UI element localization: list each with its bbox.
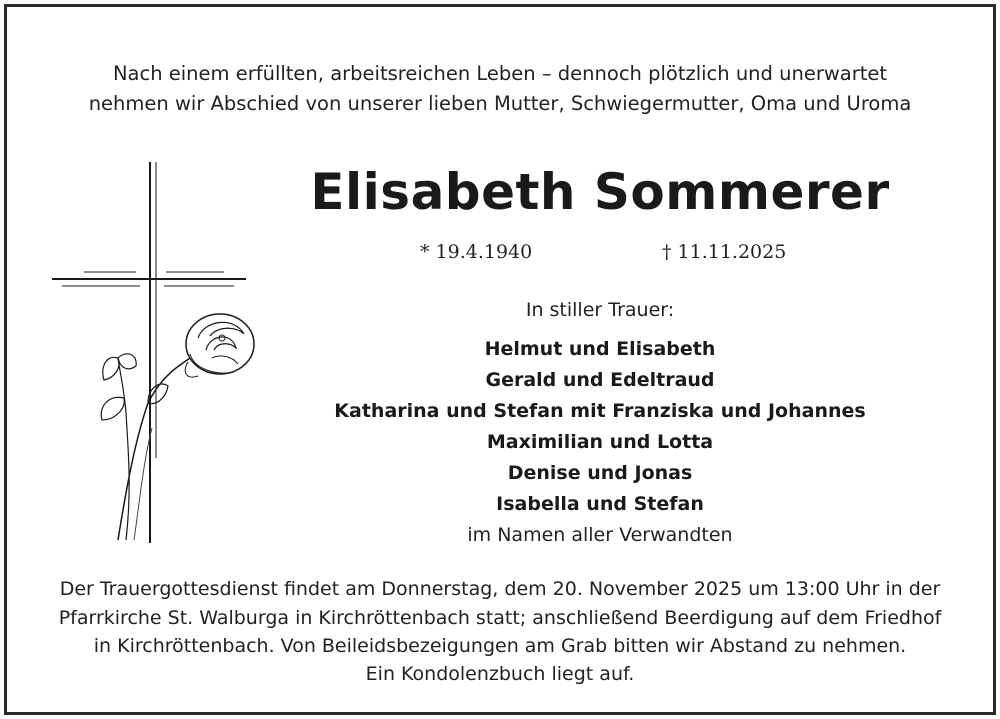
intro-line-1: Nach einem erfüllten, arbeitsreichen Leben – dennoch plötzlich und unerwartet (112, 62, 888, 85)
mourners-list (300, 334, 900, 520)
service-line-1: Der Trauergottesdienst findet am Donnerstag, dem 20. November 2025 um 13:00 Uhr in der (59, 578, 941, 600)
mourning-label: In stiller Trauer: (525, 299, 675, 321)
mourner-entry: Maximilian und Lotta (486, 431, 714, 453)
service-line-4: Ein Kondolenzbuch liegt auf. (365, 663, 635, 685)
birth-date: * 19.4.1940 (420, 241, 533, 263)
cross-with-rose-icon (48, 158, 258, 543)
service-line-2: Pfarrkirche St. Walburga in Kirchröttenbach statt; anschließend Beerdigung auf dem Friedhof (58, 607, 942, 629)
mourner-entry: Gerald und Edeltraud (485, 369, 715, 391)
deceased-name: Elisabeth Sommerer (310, 163, 890, 221)
relatives-note: im Namen aller Verwandten (467, 524, 733, 546)
death-date: † 11.11.2025 (662, 241, 787, 263)
mourner-entry: Isabella und Stefan (496, 493, 704, 515)
mourner-entry: Katharina und Stefan mit Franziska und Johannes (334, 400, 866, 422)
mourner-entry: Denise und Jonas (507, 462, 693, 484)
mourner-entry: Helmut und Elisabeth (484, 338, 716, 360)
intro-line-2: nehmen wir Abschied von unserer lieben Mutter, Schwiegermutter, Oma und Uroma (88, 92, 912, 115)
service-line-3: in Kirchröttenbach. Von Beileidsbezeigungen am Grab bitten wir Abstand zu nehmen. (93, 635, 907, 657)
